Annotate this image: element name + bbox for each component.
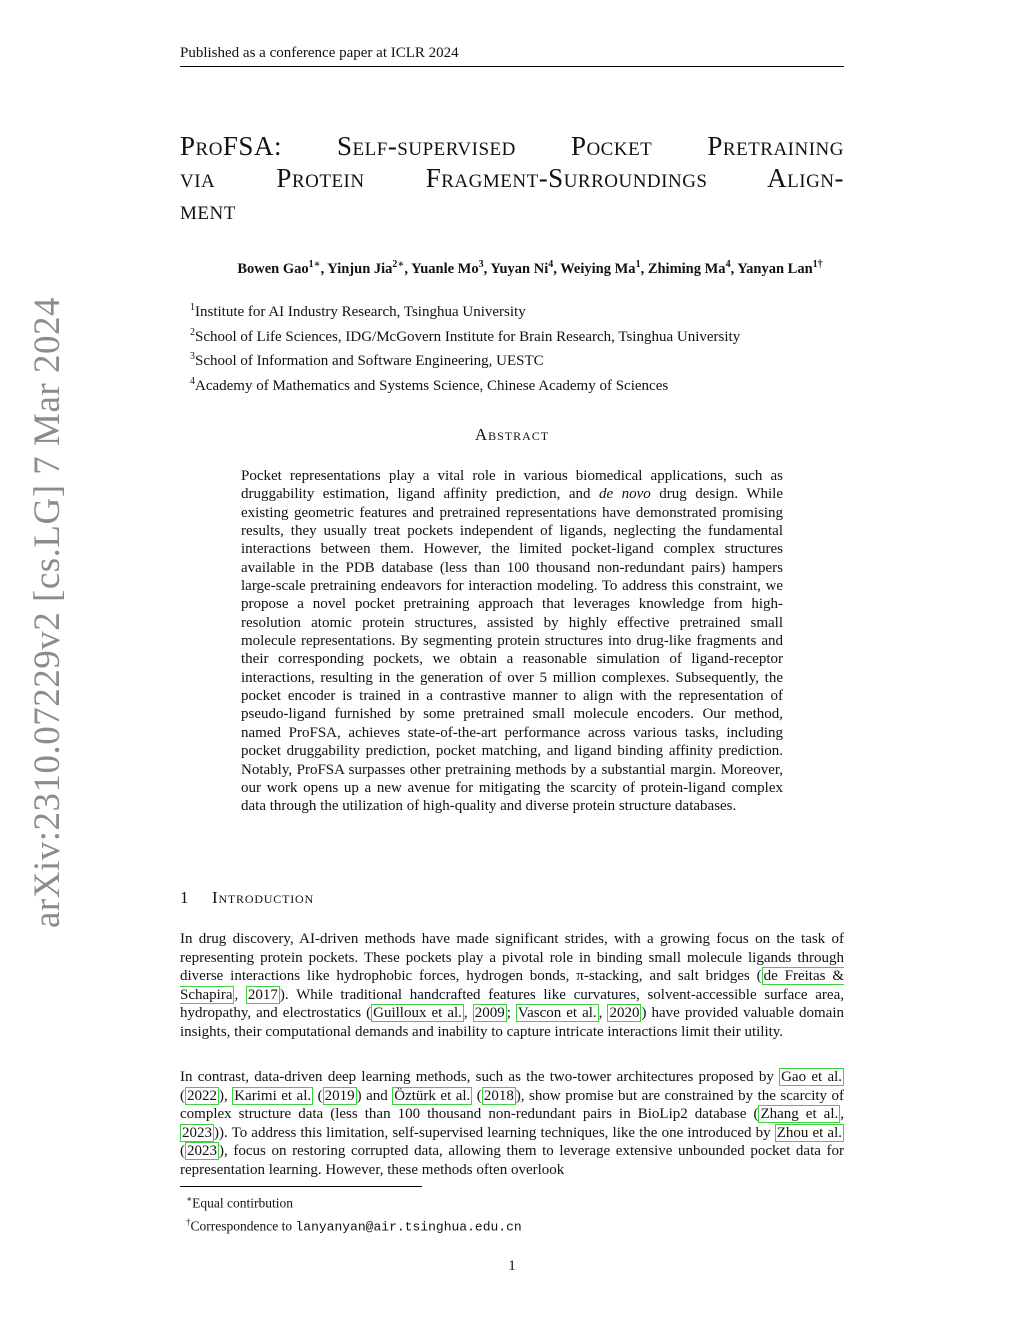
author-name: Bowen Gao: [237, 260, 309, 277]
affiliation-number: 1: [190, 302, 195, 313]
text-run: ), focus on restoring corrupted data, allowing them to leverage extensive unbounded pocket data for representation learning. However, these methods often overlook: [180, 1143, 844, 1178]
citation-link[interactable]: 2023: [182, 1124, 212, 1141]
footnote-text: Correspondence to: [190, 1218, 296, 1233]
title-line-3: ment: [180, 195, 236, 225]
citation-link[interactable]: Öztürk et al.: [394, 1087, 471, 1104]
author-name: Yinjun Jia: [327, 260, 393, 277]
citation-link[interactable]: de Freitas & Schapira: [180, 968, 844, 1003]
citation-link[interactable]: 2017: [247, 986, 278, 1003]
text-run: ;: [506, 1005, 516, 1022]
abstract-text: drug design. While existing geometric features and pretrained representations have demonstrated promising results, they usually treat pockets independent of ligands, neglecting the fundamental interactions between them. However, the limited pocket-ligand complex structures available in the PDB database (less than 100 thousand non-redundant pairs) hampers large-scale pretraining endeavors for interaction modeling. To address this constraint, we propose a novel pocket pretraining approach that leverages knowledge from high-resolution atomic protein structures, assisted by highly effective pretrained small molecule representations. By segmenting protein structures into drug-like fragments and their corresponding pockets, we obtain a reasonable simulation of ligand-receptor interactions, resulting in the generation of over 5 million complexes. Subsequently, the pocket encoder is trained in a contrastive manner to align with the representation of pseudo-ligand furnished by some pretrained small molecule encoders. Our method, named ProFSA, achieves state-of-the-art performance across various tasks, including pocket druggability prediction, pocket matching, and ligand binding affinity prediction. Notably, ProFSA surpasses other pretraining methods by a substantial margin. Moreover, our work opens up a new avenue for mitigating the scarcity of protein-ligand complex data through the utilization of high-quality and diverse protein structure databases.: [241, 486, 783, 815]
text-run: (: [180, 1087, 185, 1104]
page-number: 1: [508, 1258, 516, 1274]
citation-link[interactable]: 2022: [187, 1087, 217, 1104]
affiliation-item: [190, 323, 850, 348]
citation-link[interactable]: Gao et al.: [781, 1069, 843, 1085]
text-run: ),: [219, 1087, 233, 1104]
author-name: Zhiming Ma: [647, 260, 726, 277]
abstract-body: [241, 467, 783, 816]
affiliation-item: [190, 298, 850, 323]
affiliation-number: 4: [190, 375, 195, 387]
title-line-2: [180, 162, 844, 194]
affiliation-number: 3: [190, 351, 195, 362]
author-name: Weiying Ma: [560, 260, 636, 277]
running-header: Published as a conference paper at ICLR 2024: [180, 45, 844, 67]
affiliation-number: 2: [190, 326, 195, 338]
footnote-text: Equal contirbution: [192, 1195, 293, 1211]
abstract-text: Pocket representations play a vital role in various biomedical applications, such as druggability estimation, ligand affinity prediction, and: [241, 468, 783, 503]
section-number: 1: [180, 888, 190, 907]
affiliation-text: Institute for AI Industry Research, Tsinghua University: [195, 304, 526, 320]
affiliation-text: School of Information and Software Engineering, UESTC: [195, 353, 544, 369]
citation-link[interactable]: Vascon et al.: [517, 1005, 597, 1022]
text-run: ) and: [356, 1087, 393, 1104]
title-word: via: [180, 163, 216, 193]
affiliation-item: [190, 347, 850, 372]
text-run: ,: [840, 1106, 844, 1123]
text-run: ,: [463, 1005, 473, 1022]
author-mark: 4: [725, 259, 731, 270]
text-run: ) have provided valuable domain insights, their computational demands and inability to capture intricate interactions limit their utility.: [180, 1005, 845, 1040]
affiliation-text: Academy of Mathematics and Systems Science, Chinese Academy of Sciences: [195, 377, 669, 394]
citation-link[interactable]: Guilloux et al.: [373, 1005, 462, 1022]
abstract-italic: de novo: [599, 486, 651, 503]
text-run: In contrast, data-driven deep learning methods, such as the two-tower architectures proposed by: [180, 1069, 780, 1085]
citation-link[interactable]: 2020: [609, 1005, 640, 1022]
footnote-rule: [180, 1186, 422, 1187]
text-run: )). To address this limitation, self-supervised learning techniques, like the one introduced by: [214, 1124, 775, 1141]
footnote-correspondence: [186, 1213, 522, 1237]
author-name: Yuanle Mo: [411, 260, 479, 277]
title-word: Align-: [767, 163, 845, 193]
text-run: In drug discovery, AI-driven methods have made significant strides, with a growing focus on the task of representing protein pockets. These pockets play a pivotal role in binding small molecule ligands through diverse interactions like hydrophobic forces, hydrogen bonds, π-stacking, and salt bridges (: [180, 931, 844, 985]
abstract-heading: Abstract: [474, 425, 550, 444]
text-run: (: [472, 1087, 482, 1104]
citation-link[interactable]: 2019: [324, 1087, 355, 1104]
intro-paragraph-2: [180, 1068, 844, 1180]
author-name: Yanyan Lan: [737, 260, 813, 277]
arxiv-identifier[interactable]: arXiv:2310.07229v2 [cs.LG] 7 Mar 2024: [27, 297, 68, 928]
affiliation-item: [190, 372, 850, 397]
section-heading: [180, 888, 314, 908]
footnotes: [186, 1190, 522, 1236]
citation-link[interactable]: Zhou et al.: [776, 1124, 842, 1141]
footnote-equal-contribution: [186, 1190, 522, 1213]
author-list: Bowen Gao$^{1∗}$, Yinjun Jia$^{2∗}$, Yuanle Mo$^3$, Yuyan Ni$^4$, Weiying Ma$^1$, Zhiming Ma$^4$, Yanyan Lan$^{1\dagger}$: [237, 259, 823, 277]
affiliations: [190, 298, 850, 396]
text-run: ,: [598, 1005, 608, 1022]
citation-link[interactable]: 2018: [483, 1087, 514, 1104]
text-run: (: [313, 1087, 323, 1104]
title-line-1: ProFSA: Self-supervised Pocket Pretraining: [180, 131, 844, 161]
title-word: Fragment-Surroundings: [425, 163, 708, 193]
text-run: (: [180, 1143, 185, 1160]
paper-title: [180, 130, 844, 226]
footnote-mark: ∗: [186, 1194, 193, 1204]
author-mark: 1: [635, 259, 641, 270]
author-mark: 2∗: [392, 259, 405, 270]
text-run: ). While traditional handcrafted features like curvatures, solvent-accessible surface area, hydropathy, and electrostatics (: [180, 986, 844, 1022]
author-mark: 4: [548, 259, 554, 270]
intro-paragraph-1: [180, 930, 844, 1042]
footnote-mark: †: [186, 1216, 191, 1227]
section-title: Introduction: [212, 888, 314, 907]
title-word: Protein: [276, 163, 365, 193]
author-mark: 1†: [812, 259, 823, 270]
citation-link[interactable]: 2009: [474, 1005, 505, 1022]
author-mark: 1∗: [308, 259, 321, 270]
citation-link[interactable]: 2023: [187, 1143, 217, 1160]
author-mark: 3: [478, 259, 484, 270]
citation-link[interactable]: Karimi et al.: [234, 1087, 312, 1104]
author-name: Yuyan Ni: [490, 260, 549, 277]
text-run: ), show promise but are constrained by the scarcity of complex structure data (less than 100 thousand non-redundant pairs in BioLip2 database (: [180, 1087, 845, 1123]
email-link[interactable]: lanyanyan@air.tsinghua.edu.cn: [295, 1219, 522, 1234]
affiliation-text: School of Life Sciences, IDG/McGovern Institute for Brain Research, Tsinghua University: [195, 328, 741, 345]
text-run: ,: [234, 986, 246, 1003]
citation-link[interactable]: Zhang et al.: [760, 1106, 839, 1123]
